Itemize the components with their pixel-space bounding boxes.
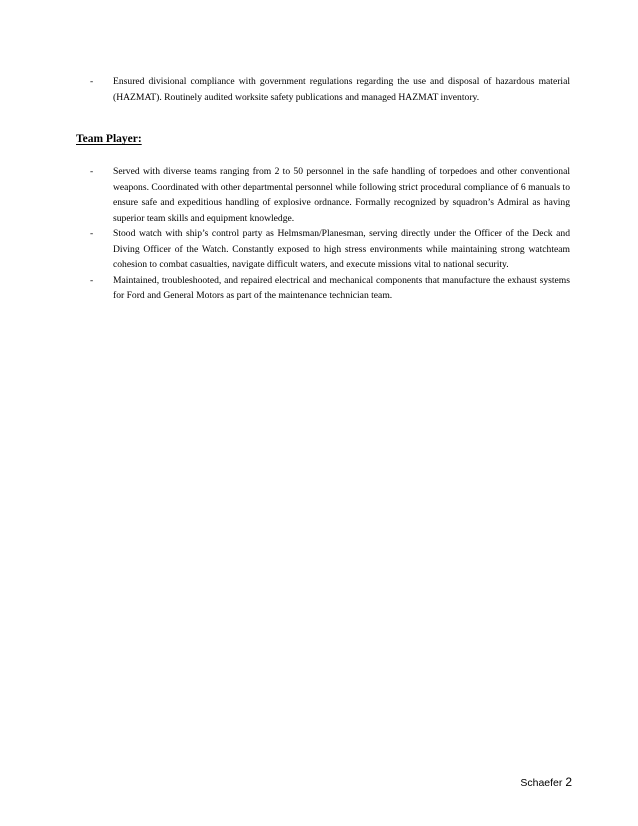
page-footer bbox=[520, 775, 572, 789]
bullet-text: Ensured divisional compliance with government regulations regarding the use and disposal of hazardous material (HAZMAT). Routinely audited worksite safety publications and managed HAZMAT inventory. bbox=[113, 76, 570, 103]
bullet-text: Maintained, troubleshooted, and repaired electrical and mechanical components that manufacture the exhaust systems for Ford and General Motors as part of the maintenance technician team. bbox=[113, 274, 570, 301]
list-item bbox=[90, 164, 570, 226]
bullet-text: Served with diverse teams ranging from 2 to 50 personnel in the safe handling of torpedoes and other conventional weapons. Coordinated with other departmental personnel while following strict procedural compliance of 6 manuals to ensure safe and expeditious handling of explosive ordnance. Formally recognized by squadron’s Admiral as having superior team skills and equipment knowledge. bbox=[113, 166, 570, 224]
team-player-bullet-list bbox=[90, 164, 570, 304]
footer-name: Schaefer bbox=[520, 777, 563, 789]
list-item bbox=[90, 74, 570, 105]
bullet-dash: - bbox=[90, 274, 94, 286]
page-number: 2 bbox=[565, 775, 572, 789]
bullet-dash: - bbox=[90, 166, 94, 177]
bullet-dash: - bbox=[90, 228, 94, 239]
list-item bbox=[90, 226, 570, 273]
bullet-text: Stood watch with ship’s control party as Helmsman/Planesman, serving directly under the Officer of the Deck and Diving Officer of the Watch. Constantly exposed to high stress environments while maintaining strong watchteam cohesion to combat casualties, navigate difficult waters, and execute missions vital to national security. bbox=[113, 228, 570, 270]
hazmat-bullet-list bbox=[90, 74, 570, 105]
section-heading-team-player: Team Player: bbox=[76, 133, 142, 145]
bullet-dash: - bbox=[90, 76, 94, 87]
list-item bbox=[90, 273, 570, 304]
